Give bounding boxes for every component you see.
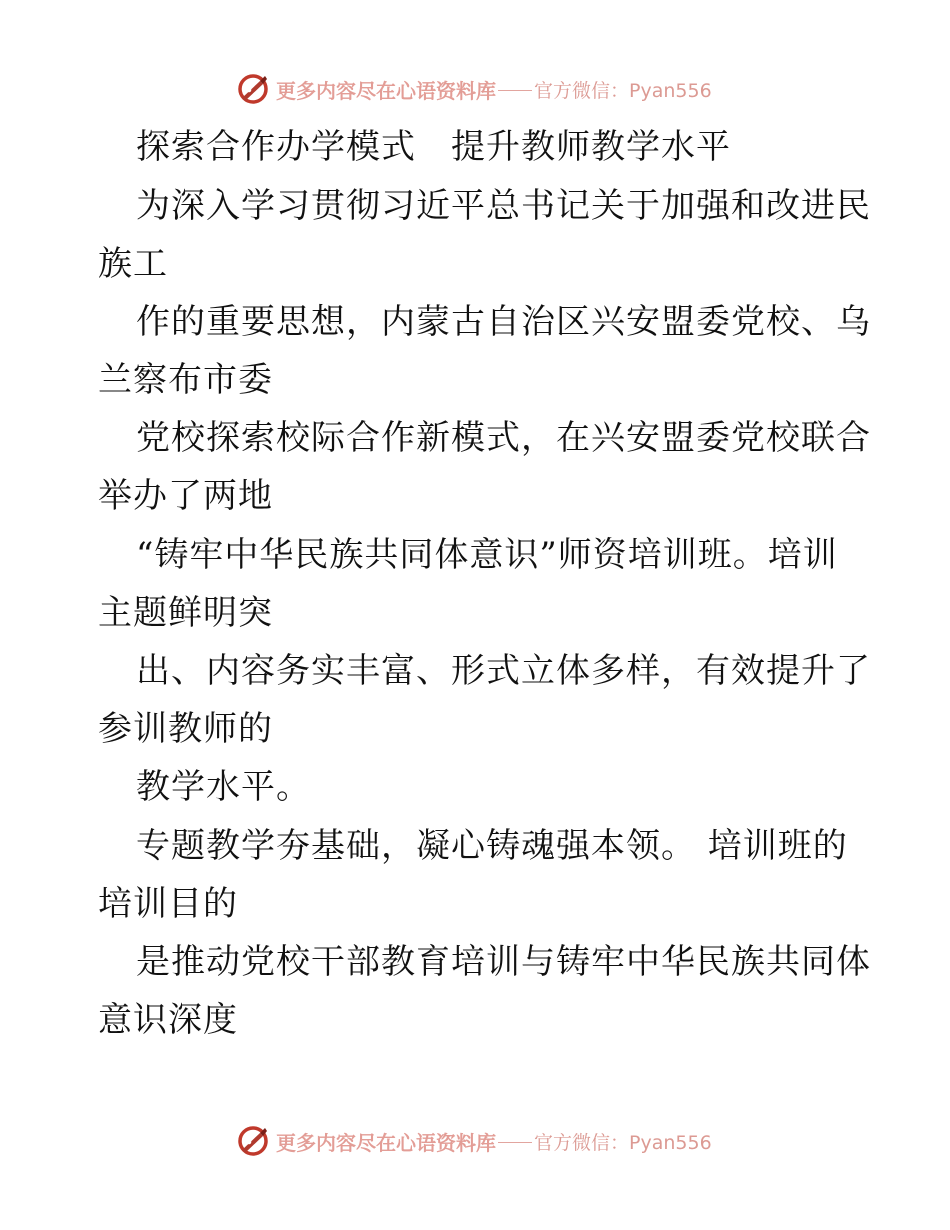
- header-brand-title: 更多内容尽在心语资料库: [276, 78, 496, 103]
- paragraph-line: 为深入学习贯彻习近平总书记关于加强和改进民: [136, 186, 871, 226]
- paragraph-line: 专题教学夯基础，凝心铸魂强本领。 培训班的: [136, 826, 848, 866]
- paragraph-line: 兰察布市委: [98, 360, 273, 400]
- header-brand-wechat: 官方微信：Pyan556: [534, 79, 712, 102]
- paragraph-line: 是推动党校干部教育培训与铸牢中华民族共同体: [136, 942, 871, 982]
- paragraph-line: 教学水平。: [136, 767, 311, 807]
- paragraph-line: 族工: [98, 244, 168, 284]
- paragraph-line: 主题鲜明突: [98, 593, 273, 633]
- document-title: 探索合作办学模式 提升教师教学水平: [136, 127, 731, 167]
- footer-brand-title: 更多内容尽在心语资料库: [276, 1130, 496, 1155]
- paragraph-line: 意识深度: [98, 1000, 238, 1040]
- footer-brand-dash: [498, 1142, 532, 1143]
- paragraph-line: 出、内容务实丰富、形式立体多样，有效提升了: [136, 651, 871, 691]
- paragraph-line: 参训教师的: [98, 709, 273, 749]
- footer-brand-wechat: 官方微信：Pyan556: [534, 1131, 712, 1154]
- paragraph-line: 党校探索校际合作新模式，在兴安盟委党校联合: [136, 418, 871, 458]
- paragraph-line: “铸牢中华民族共同体意识”师资培训班。培训: [136, 535, 838, 575]
- footer-brand: [236, 1124, 712, 1158]
- paragraph-line: 培训目的: [98, 884, 238, 924]
- paragraph-line: 举办了两地: [98, 476, 273, 516]
- brand-logo-icon: [236, 1124, 270, 1158]
- paragraph-line: 作的重要思想，内蒙古自治区兴安盟委党校、乌: [136, 302, 871, 342]
